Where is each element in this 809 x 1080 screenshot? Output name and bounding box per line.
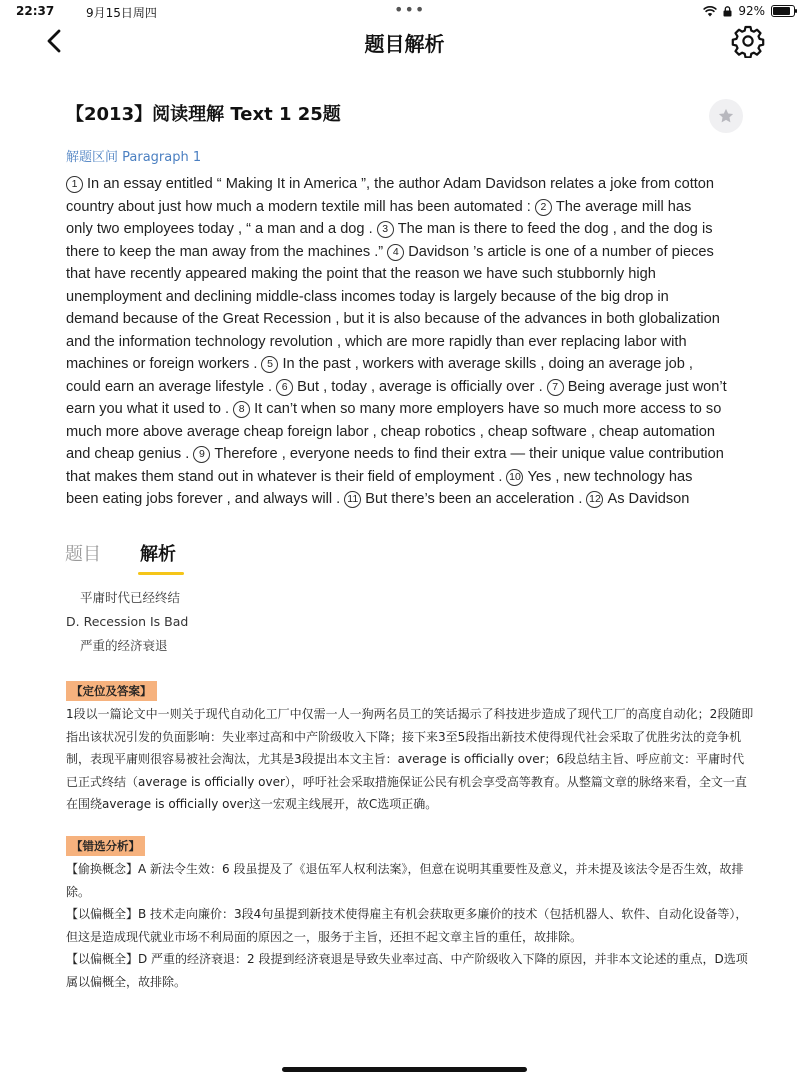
sentence-text: only two employees today , “ a man and a dog . xyxy=(66,221,377,237)
sentence-text: could earn an average lifestyle . xyxy=(66,378,277,395)
nav-bar xyxy=(0,22,809,62)
home-indicator[interactable] xyxy=(282,1067,527,1072)
sentence-text: country about just how much a modern textile mill has been automated : xyxy=(66,198,535,215)
passage-line xyxy=(66,196,746,219)
error-item-d: 【以偏概全】D 严重的经济衰退：2 段提到经济衰退是导致失业率过高、中产阶级收入下降的原因，并非本文论述的重点，D选项属以偏概全，故排除。 xyxy=(66,952,748,989)
passage-line xyxy=(66,466,746,489)
sentence-text: demand because of the Great Recession , but it is also because of the advances in both globalization xyxy=(66,311,720,327)
passage-line xyxy=(66,331,746,354)
status-right xyxy=(703,4,795,18)
gear-icon[interactable] xyxy=(731,24,765,58)
passage-text xyxy=(66,173,746,508)
sentence-text: that makes them stand out in whatever is their field of employment . xyxy=(66,468,507,485)
status-date: 9月15日周四 xyxy=(86,6,157,20)
sentence-text: unemployment and declining middle-class incomes today is largely because of the big drop in xyxy=(66,288,669,305)
passage-line xyxy=(66,443,746,466)
tab-question[interactable]: 题目 xyxy=(65,544,101,565)
sentence-text: much more above average cheap foreign labor , cheap robotics , cheap software , cheap automation xyxy=(66,423,716,440)
sentence-text: It can’t when so many more employers have so much more access to so xyxy=(254,401,722,417)
sentence-text: The average mill has xyxy=(555,198,692,215)
passage-line xyxy=(66,376,746,399)
sentence-text: Being average just won’t xyxy=(567,378,727,395)
error-analysis-list xyxy=(66,858,756,993)
passage-line xyxy=(66,421,746,444)
sentence-text: Therefore , everyone needs to find their extra — their unique value contribution xyxy=(214,446,724,462)
sentence-text: Davidson ’s article is one of a number of pieces xyxy=(408,243,714,260)
answer-analysis-text: 1段以一篇论文中一则关于现代自动化工厂中仅需一人一狗两名员工的笑话揭示了科技进步造成了现代工厂的高度自动化；2段随即指出该状况引发的负面影响：失业率过高和中产阶级收入下降；接下来3至5段指出新技术使得现代社会采取了优胜劣汰的竞争机制，表现平庸则很容易被社会淘汰，尤其是3段提出本文主旨：average is officially over；6段总结主旨、呼应前文：平庸时代已正式终结（average is officially over），呼吁社会采取措施保证公民有机会享受高等教育。从整篇文章的脉络来看，全文一直在围绕average is officially over这一宏观主线展开，故C选项正确。 xyxy=(66,707,754,811)
sentence-text: that have recently appeared making the point that the reason we have such stubbornly high xyxy=(66,266,656,282)
status-time: 22:37 xyxy=(16,4,55,18)
sentence-text: earn you what it used to . xyxy=(66,401,234,417)
sentence-text: In the past , workers with average skills , doing an average job , xyxy=(282,356,693,372)
sentence-text: But there’s been an acceleration . xyxy=(365,491,587,507)
passage-line xyxy=(66,241,746,264)
sentence-number: 5 xyxy=(261,356,278,373)
passage-line xyxy=(66,218,746,241)
passage-line xyxy=(66,308,746,331)
passage-line xyxy=(66,286,746,309)
passage-line xyxy=(66,353,746,376)
option-d-translation: 严重的经济衰退 xyxy=(80,638,168,653)
tab-bar xyxy=(0,536,809,578)
sentence-number: 6 xyxy=(276,379,293,396)
battery-fill xyxy=(773,7,790,15)
passage-line xyxy=(66,398,746,421)
sentence-text: there to keep the man away from the machines .” xyxy=(66,243,388,260)
option-d-label: D. Recession Is Bad xyxy=(66,614,189,629)
battery-percent: 92% xyxy=(738,4,765,18)
wifi-icon xyxy=(703,6,717,17)
answer-tag: 【定位及答案】 xyxy=(66,681,157,701)
error-item-b: 【以偏概全】B 技术走向廉价：3段4句虽提到新技术使得雇主有机会获取更多廉价的技术（包括机器人、软件、自动化设备等），但这是造成现代就业市场不利局面的原因之一，服务于主旨，还担不起文章主旨的重任，故排除。 xyxy=(66,907,748,944)
sentence-text: and the information technology revolution , which are more rapidly than ever replacing labor with xyxy=(66,333,687,350)
sentence-number: 10 xyxy=(506,469,523,486)
page-title: 题目解析 xyxy=(364,32,445,56)
sentence-text: In an essay entitled “ Making It in America ”, the author Adam Davidson relates a joke from cotton xyxy=(87,176,715,192)
error-item-a: 【偷换概念】A 新法令生效：6 段虽提及了《退伍军人权利法案》，但意在说明其重要性及意义，并未提及该法令是否生效，故排除。 xyxy=(66,862,744,899)
sentence-number: 12 xyxy=(586,491,603,508)
sentence-number: 1 xyxy=(66,176,83,193)
favorite-button[interactable] xyxy=(709,99,743,133)
sentence-number: 4 xyxy=(387,244,404,261)
sentence-text: and cheap genius . xyxy=(66,446,194,462)
passage-line xyxy=(66,173,746,196)
sentence-text: As Davidson xyxy=(607,491,690,507)
battery-icon xyxy=(771,5,795,17)
option-c-translation: 平庸时代已经终结 xyxy=(80,590,181,605)
error-analysis-tag: 【错选分析】 xyxy=(66,836,145,856)
sentence-number: 9 xyxy=(193,446,210,463)
sentence-text: machines or foreign workers . xyxy=(66,356,262,372)
sentence-number: 3 xyxy=(377,221,394,238)
sentence-text: been eating jobs forever , and always will . xyxy=(66,491,345,507)
status-bar xyxy=(0,0,809,22)
tab-analysis[interactable]: 解析 xyxy=(140,544,176,565)
lock-rotation-icon xyxy=(723,6,732,17)
sentence-text: The man is there to feed the dog , and the dog is xyxy=(397,221,713,237)
passage-line xyxy=(66,263,746,286)
passage-line xyxy=(66,488,746,508)
sentence-number: 11 xyxy=(344,491,361,508)
multitasking-dots-icon[interactable]: ••• xyxy=(394,0,426,19)
section-label: 解题区间 Paragraph 1 xyxy=(66,150,202,165)
sentence-text: Yes , new technology has xyxy=(527,468,693,485)
options-list xyxy=(66,586,188,658)
star-icon xyxy=(717,107,735,125)
question-title: 【2013】阅读理解 Text 1 25题 xyxy=(66,104,341,125)
sentence-number: 7 xyxy=(547,379,564,396)
sentence-number: 8 xyxy=(233,401,250,418)
sentence-number: 2 xyxy=(535,199,552,216)
active-tab-indicator xyxy=(138,572,184,575)
sentence-text: But , today , average is officially over . xyxy=(297,378,547,395)
